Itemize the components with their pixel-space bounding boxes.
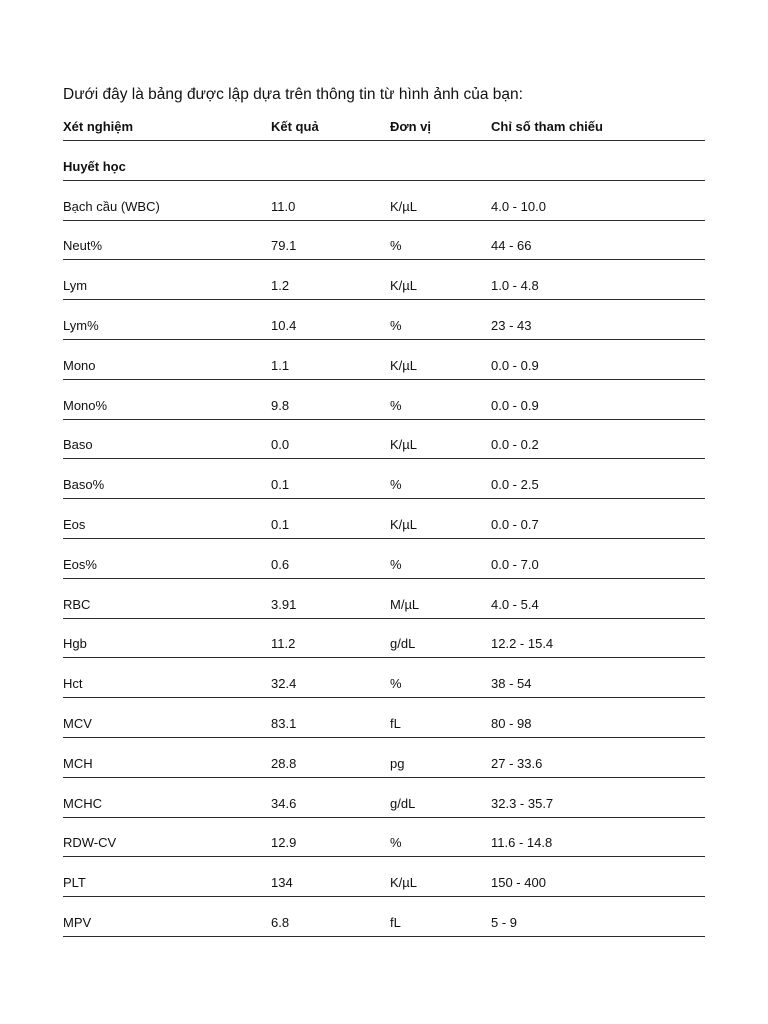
unit: %: [390, 317, 402, 333]
unit: %: [390, 556, 402, 572]
result-value: 12.9: [271, 835, 297, 851]
result-value: 83.1: [271, 715, 297, 731]
test-name: Bạch cầu (WBC): [63, 198, 160, 214]
table-row: [63, 738, 705, 778]
unit: %: [390, 676, 402, 692]
test-name: Lym: [63, 278, 88, 294]
reference-range: 0.0 - 7.0: [491, 556, 539, 572]
table-row: [63, 340, 705, 380]
result-value: 10.4: [271, 317, 297, 333]
header-test: Xét nghiệm: [63, 119, 134, 134]
unit: M/µL: [390, 596, 420, 612]
table-header-row: [63, 110, 705, 141]
result-value: 11.2: [271, 636, 296, 652]
result-value: 1.2: [271, 278, 290, 294]
table-row: [63, 260, 705, 300]
unit: fL: [390, 715, 401, 731]
test-name: Eos%: [63, 556, 97, 572]
section-row-hematology: [63, 141, 705, 181]
table-row: [63, 897, 705, 937]
test-name: RBC: [63, 596, 91, 612]
section-title: Huyết học: [63, 158, 126, 174]
reference-range: 0.0 - 0.9: [491, 397, 539, 413]
unit: g/dL: [390, 795, 416, 811]
test-name: Baso%: [63, 477, 105, 493]
table-body: [63, 181, 705, 937]
reference-range: 0.0 - 2.5: [491, 477, 539, 493]
test-name: Eos: [63, 516, 86, 532]
result-value: 6.8: [271, 914, 290, 930]
table-row: [63, 857, 705, 897]
reference-range: 44 - 66: [491, 238, 532, 254]
result-value: 28.8: [271, 755, 297, 771]
test-name: Hgb: [63, 636, 87, 652]
test-name: PLT: [63, 875, 86, 891]
unit: fL: [390, 914, 401, 930]
unit: K/µL: [390, 437, 418, 453]
unit: K/µL: [390, 278, 418, 294]
table-row: [63, 539, 705, 579]
table-row: [63, 579, 705, 619]
test-name: Mono: [63, 357, 96, 373]
test-name: Neut%: [63, 238, 103, 254]
table-row: [63, 698, 705, 738]
test-name: Lym%: [63, 317, 99, 333]
reference-range: 4.0 - 5.4: [491, 596, 539, 612]
unit: %: [390, 397, 402, 413]
reference-range: 23 - 43: [491, 317, 532, 333]
test-name: MCV: [63, 715, 92, 731]
unit: K/µL: [390, 198, 418, 214]
reference-range: 0.0 - 0.7: [491, 516, 539, 532]
lab-results-table: [63, 110, 705, 937]
table-row: [63, 380, 705, 420]
result-value: 1.1: [271, 357, 290, 373]
table-row: [63, 459, 705, 499]
result-value: 0.1: [271, 516, 290, 532]
unit: K/µL: [390, 516, 418, 532]
result-value: 3.91: [271, 596, 297, 612]
reference-range: 150 - 400: [491, 875, 546, 891]
table-row: [63, 658, 705, 698]
result-value: 9.8: [271, 397, 290, 413]
header-unit: Đơn vị: [390, 119, 432, 134]
header-reference: Chỉ số tham chiếu: [491, 119, 603, 134]
reference-range: 80 - 98: [491, 715, 532, 731]
unit: K/µL: [390, 875, 418, 891]
table-row: [63, 499, 705, 539]
result-value: 79.1: [271, 238, 297, 254]
unit: %: [390, 477, 402, 493]
result-value: 0.0: [271, 437, 290, 453]
reference-range: 0.0 - 0.2: [491, 437, 539, 453]
reference-range: 5 - 9: [491, 914, 518, 930]
test-name: MCH: [63, 755, 93, 771]
test-name: MPV: [63, 914, 92, 930]
table-row: [63, 778, 705, 818]
table-row: [63, 619, 705, 659]
test-name: MCHC: [63, 795, 102, 811]
header-result: Kết quả: [271, 119, 319, 134]
unit: %: [390, 835, 402, 851]
table-row: [63, 181, 705, 221]
reference-range: 11.6 - 14.8: [491, 835, 553, 851]
reference-range: 1.0 - 4.8: [491, 278, 539, 294]
table-row: [63, 221, 705, 261]
result-value: 34.6: [271, 795, 297, 811]
test-name: RDW-CV: [63, 835, 117, 851]
table-row: [63, 300, 705, 340]
reference-range: 38 - 54: [491, 676, 532, 692]
result-value: 11.0: [271, 198, 296, 214]
intro-text: Dưới đây là bảng được lập dựa trên thông tin từ hình ảnh của bạn:: [63, 86, 523, 103]
result-value: 0.1: [271, 477, 290, 493]
result-value: 134: [271, 875, 293, 891]
result-value: 0.6: [271, 556, 290, 572]
table-row: [63, 420, 705, 460]
table-row: [63, 818, 705, 858]
result-value: 32.4: [271, 676, 297, 692]
test-name: Hct: [63, 676, 83, 692]
unit: K/µL: [390, 357, 418, 373]
unit: %: [390, 238, 402, 254]
reference-range: 12.2 - 15.4: [491, 636, 554, 652]
reference-range: 32.3 - 35.7: [491, 795, 554, 811]
reference-range: 4.0 - 10.0: [491, 198, 546, 214]
test-name: Mono%: [63, 397, 108, 413]
reference-range: 27 - 33.6: [491, 755, 543, 771]
test-name: Baso: [63, 437, 93, 453]
unit: g/dL: [390, 636, 416, 652]
unit: pg: [390, 755, 405, 771]
reference-range: 0.0 - 0.9: [491, 357, 539, 373]
